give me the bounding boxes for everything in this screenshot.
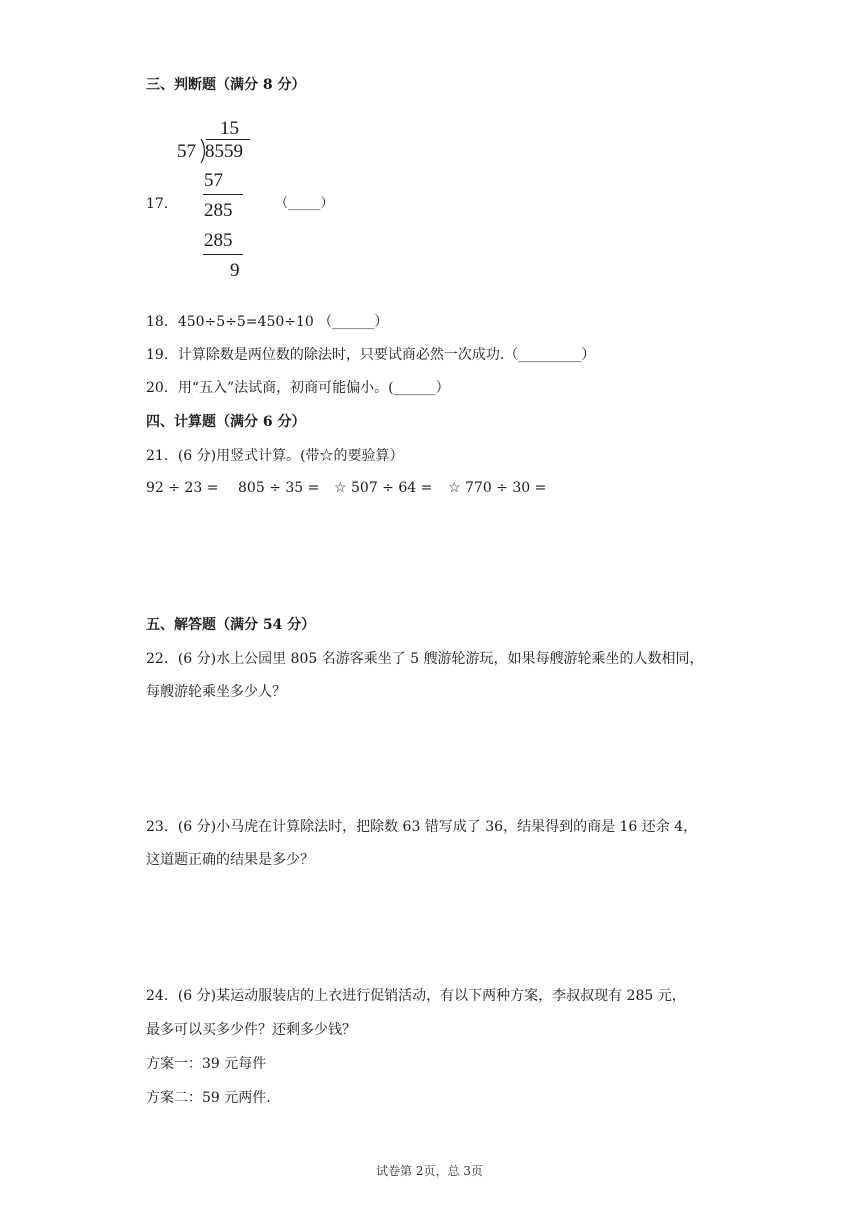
section-heading-judgement: 三、判断题（满分 8 分） — [146, 77, 306, 93]
question-20: 20．用“五入”法试商，初商可能偏小。(______） — [146, 380, 450, 396]
question-23-line-1: 23．(6 分)小马虎在计算除法时，把除数 63 错写成了 36，结果得到的商是 16 还余 4， — [146, 819, 698, 835]
calc-item-1: 92 ÷ 23 = — [146, 480, 219, 496]
question-18: 18．450÷5÷5=450÷10 （______） — [146, 314, 389, 330]
plan-one: 方案一：39 元每件 — [146, 1056, 267, 1072]
question-23-line-2: 这道题正确的结果是多少？ — [146, 852, 314, 868]
division-bar — [206, 139, 250, 140]
division-step-2: 285 — [204, 200, 233, 221]
question-17-number: 17． — [146, 196, 178, 212]
section-heading-calculation: 四、计算题（满分 6 分） — [146, 414, 306, 430]
calc-item-3: ☆ 507 ÷ 64 = — [334, 480, 433, 496]
question-19: 19．计算除数是两位数的除法时，只要试商必然一次成功.（_________） — [146, 347, 596, 363]
calc-item-4: ☆ 770 ÷ 30 = — [448, 480, 547, 496]
question-21: 21．(6 分)用竖式计算。(带☆的要验算） — [146, 448, 404, 464]
calc-item-2: 805 ÷ 35 = — [238, 480, 320, 496]
question-24-line-1: 24．(6 分)某运动服装店的上衣进行促销活动，有以下两种方案，李叔叔现有 285 元， — [146, 988, 686, 1004]
division-remainder: 9 — [230, 260, 240, 281]
answer-blank-17[interactable]: （_____） — [275, 196, 334, 211]
division-line-2 — [203, 254, 243, 255]
section-heading-word-problems: 五、解答题（满分 54 分） — [146, 617, 316, 633]
question-22-line-1: 22．(6 分)水上公园里 805 名游客乘坐了 5 艘游轮游玩，如果每艘游轮乘坐的人数相同， — [146, 651, 704, 667]
long-division-17 — [168, 114, 278, 284]
division-step-1: 57 — [204, 170, 223, 191]
division-quotient: 15 — [220, 118, 239, 139]
division-step-3: 285 — [204, 230, 233, 251]
question-22-line-2: 每艘游轮乘坐多少人？ — [146, 684, 286, 700]
division-dividend: 8559 — [205, 141, 243, 162]
division-divisor: 57 — [177, 141, 196, 162]
question-24-line-2: 最多可以买多少件？还剩多少钱？ — [146, 1022, 356, 1038]
division-line-1 — [203, 194, 243, 195]
page-footer: 试卷第 2页，总 3页 — [376, 1164, 483, 1178]
plan-two: 方案二：59 元两件. — [146, 1090, 271, 1106]
